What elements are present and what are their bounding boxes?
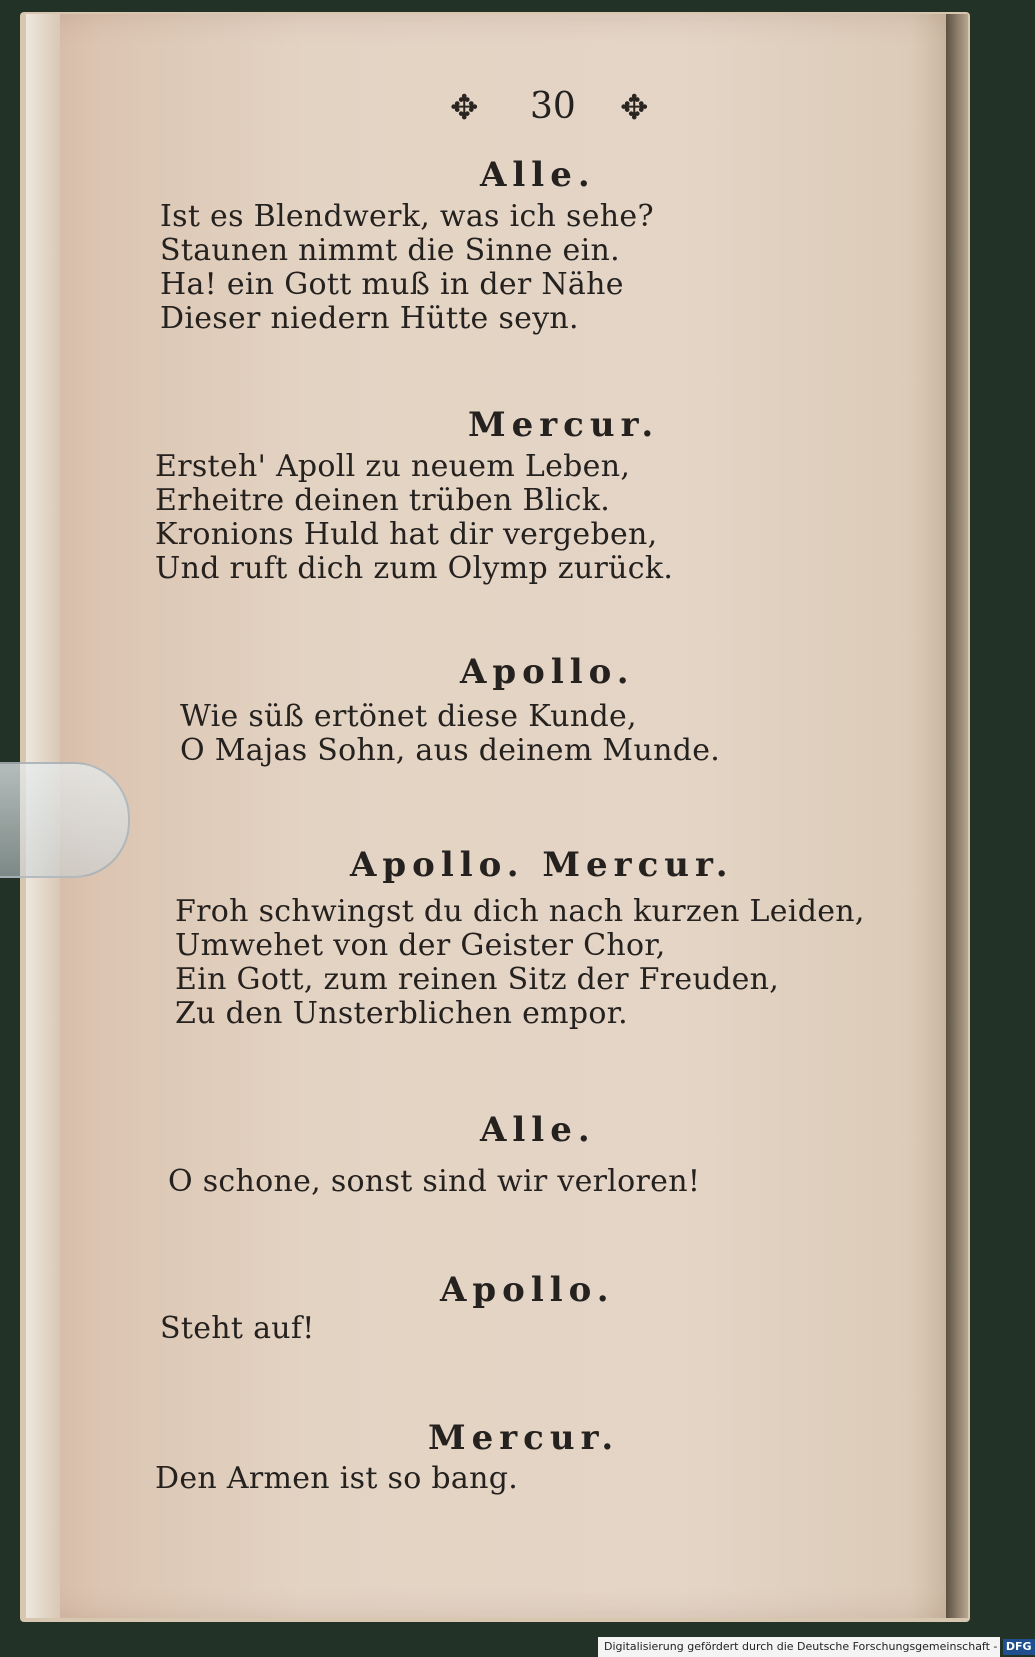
verse-line: Wie süß ertönet diese Kunde, [180,699,637,734]
verse-line: Den Armen ist so bang. [155,1461,519,1496]
verse-line: Ist es Blendwerk, was ich sehe? [160,199,654,234]
speaker-heading: Alle. [480,1110,596,1150]
ornament-right-icon: ✥ [620,88,649,128]
verse-line: Dieser niedern Hütte seyn. [160,301,579,336]
footer-credit-text: Digitalisierung gefördert durch die Deutsche Forschungsgemeinschaft - [604,1640,998,1653]
verse-block [155,1462,518,1496]
speaker-heading: Apollo. [460,652,635,692]
speaker-heading: Alle. [480,155,596,195]
verse-line: Zu den Unsterblichen empor. [175,996,628,1031]
verse-line: Ha! ein Gott muß in der Nähe [160,267,624,302]
verse-line: O Majas Sohn, aus deinem Munde. [180,733,721,768]
verse-line: Steht auf! [160,1311,315,1346]
verse-block [180,700,720,768]
verse-line: Ersteh' Apoll zu neuem Leben, [155,449,631,484]
verse-block [160,1312,315,1346]
speaker-heading: Apollo. Mercur. [350,845,734,885]
speaker-heading: Apollo. [440,1270,615,1310]
verse-line: Umwehet von der Geister Chor, [175,928,666,963]
verse-line: Staunen nimmt die Sinne ein. [160,233,620,268]
ornament-left-icon: ✥ [450,88,479,128]
verse-line: Und ruft dich zum Olymp zurück. [155,551,674,586]
speaker-heading: Mercur. [468,405,660,445]
page-number: 30 [530,86,576,127]
verse-line: O schone, sonst sind wir verloren! [168,1164,701,1199]
verse-block [155,450,673,586]
verse-line: Ein Gott, zum reinen Sitz der Freuden, [175,962,780,997]
verse-line: Kronions Huld hat dir vergeben, [155,517,658,552]
plastic-page-clip [0,762,130,878]
digitization-credit-footer [598,1637,1032,1657]
binding-gutter [946,14,968,1618]
verse-block [160,200,654,336]
verse-line: Froh schwingst du dich nach kurzen Leiden, [175,894,865,929]
verse-line: Erheitre deinen trüben Blick. [155,483,611,518]
verse-block [175,895,865,1031]
speaker-heading: Mercur. [428,1418,620,1458]
page-header [450,88,479,128]
verse-block [168,1165,700,1199]
dfg-logo: DFG [1003,1639,1035,1655]
